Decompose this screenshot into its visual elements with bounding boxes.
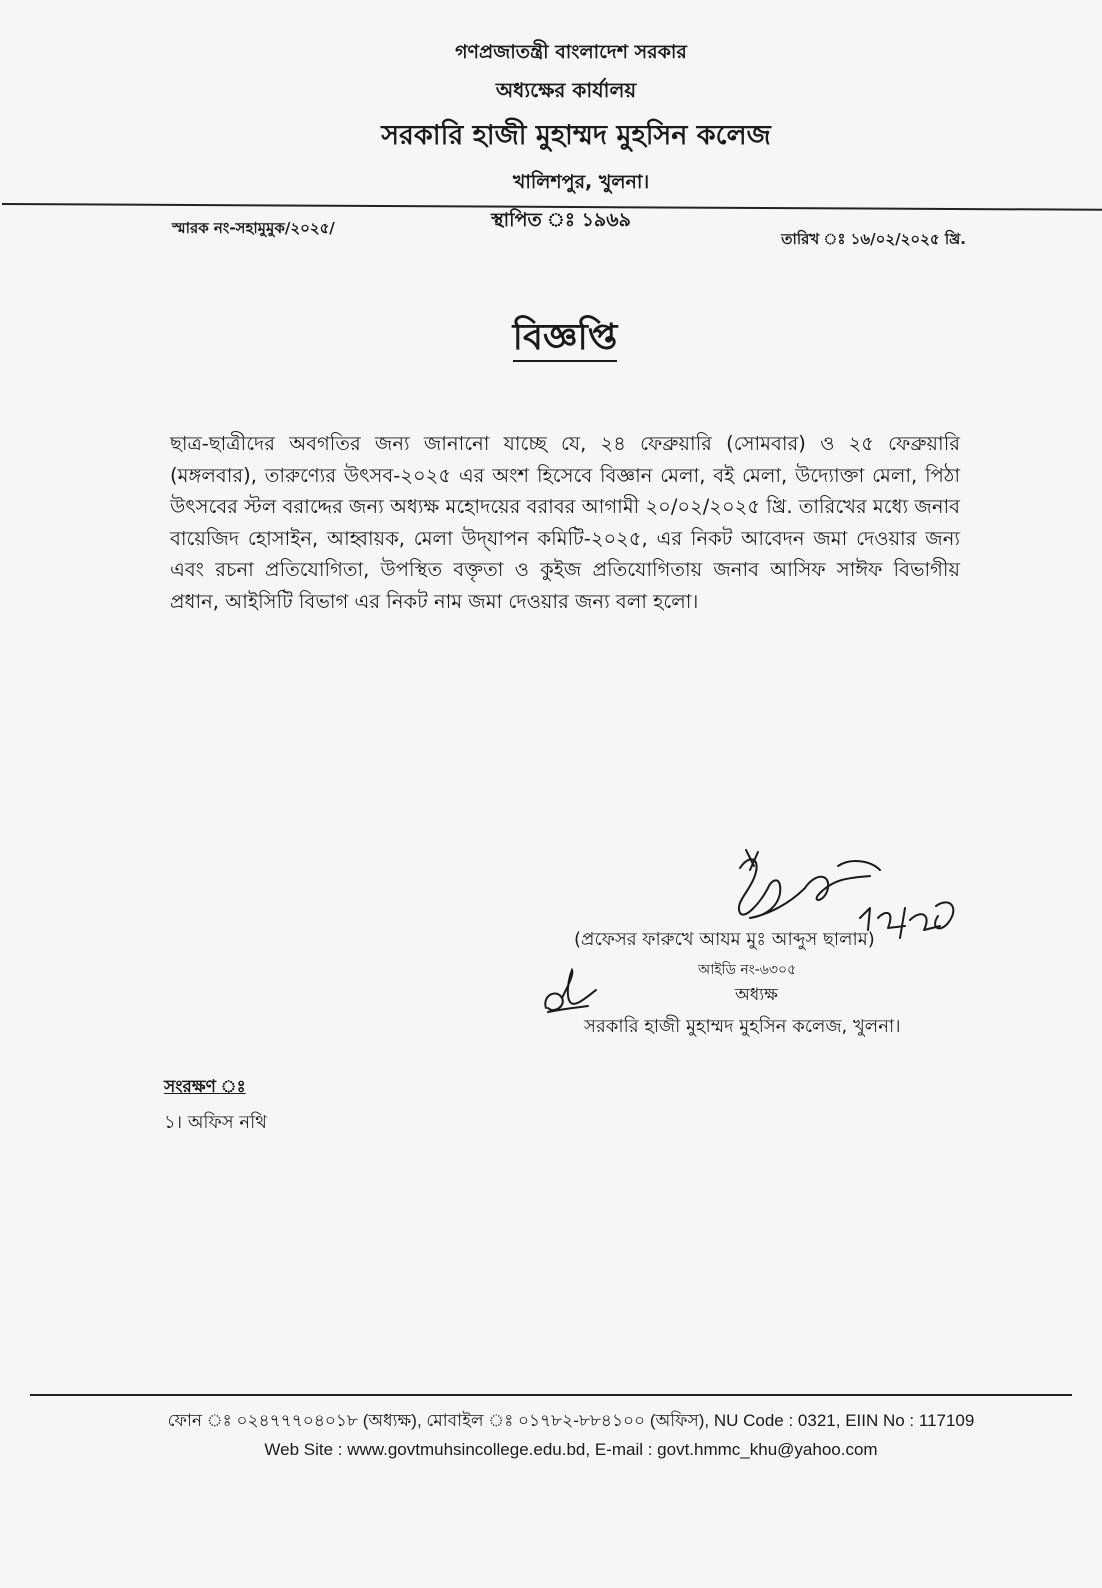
archive-title: সংরক্ষণ ঃ	[164, 1077, 246, 1097]
college-name: সরকারি হাজী মুহাম্মদ মুহসিন কলেজ	[381, 120, 771, 151]
notice-title-text: বিজ্ঞপ্তি	[513, 317, 618, 362]
footer	[0, 1408, 1102, 1460]
initials-signature-icon	[538, 968, 608, 1024]
issue-date: তারিখ ঃ ১৬/০২/২০২৫ খ্রি.	[781, 230, 966, 248]
footer-web: Web Site : www.govtmuhsincollege.edu.bd, E-mail : govt.hmmc_khu@yahoo.com	[264, 1440, 878, 1459]
archive-item: ১। অফিস নথি	[164, 1112, 267, 1133]
notice-body: ছাত্র-ছাত্রীদের অবগতির জন্য জানানো যাচ্ছে যে, ২৪ ফেব্রুয়ারি (সোমবার) ও ২৫ ফেব্রুয়ারি (মঙ্গলবার), তারুণ্যের উৎসব-২০২৫ এর অংশ হিসেবে বিজ্ঞান মেলা, বই মেলা, উদ্যোক্তা মেলা, পিঠা উৎসবের স্টল বরাদ্দের জন্য অধ্যক্ষ মহোদয়ের বরাবর আগামী ২০/০২/২০২৫ খ্রি. তারিখের মধ্যে জনাব বায়েজিদ হোসাইন, আহ্বায়ক, মেলা উদ্‌যাপন কমিটি-২০২৫, এর নিকট আবেদন জমা দেওয়ার জন্য এবং রচনা প্রতিযোগিতা, উপস্থিত বক্তৃতা ও কুইজ প্রতিযোগিতায় জনাব আসিফ সাঈফ বিভাগীয় প্রধান, আইসিটি বিভাগ এর নিকট নাম জমা দেওয়ার জন্য বলা হলো।	[170, 432, 960, 613]
signatory-name: (প্রফেসর ফারুখে আযম মুঃ আব্দুস ছালাম)	[574, 929, 875, 950]
signatory-designation: অধ্যক্ষ	[735, 985, 778, 1005]
office-name: অধ্যক্ষের কার্যালয়	[495, 78, 637, 102]
signatory-id: আইডি নং-৬৩০৫	[698, 962, 797, 978]
memo-number: স্মারক নং-সহামুমুক/২০২৫/	[172, 219, 335, 237]
notice-title	[0, 310, 1102, 370]
signatory-college: সরকারি হাজী মুহাম্মদ মুহসিন কলেজ, খুলনা।	[584, 1016, 901, 1037]
college-address: খালিশপুর, খুলনা।	[512, 171, 650, 193]
footer-divider	[30, 1394, 1072, 1396]
government-name: গণপ্রজাতন্ত্রী বাংলাদেশ সরকার	[455, 41, 687, 63]
archive-section	[164, 1074, 267, 1139]
established-year: স্থাপিত ঃ ১৯৬৯	[491, 209, 631, 231]
footer-contact: ফোন ঃ ০২৪৭৭৭০৪০১৮ (অধ্যক্ষ), মোবাইল ঃ ০১৭৮২-৮৮৪১০০ (অফিস), NU Code : 0321, EIIN No : 117109	[167, 1411, 975, 1430]
